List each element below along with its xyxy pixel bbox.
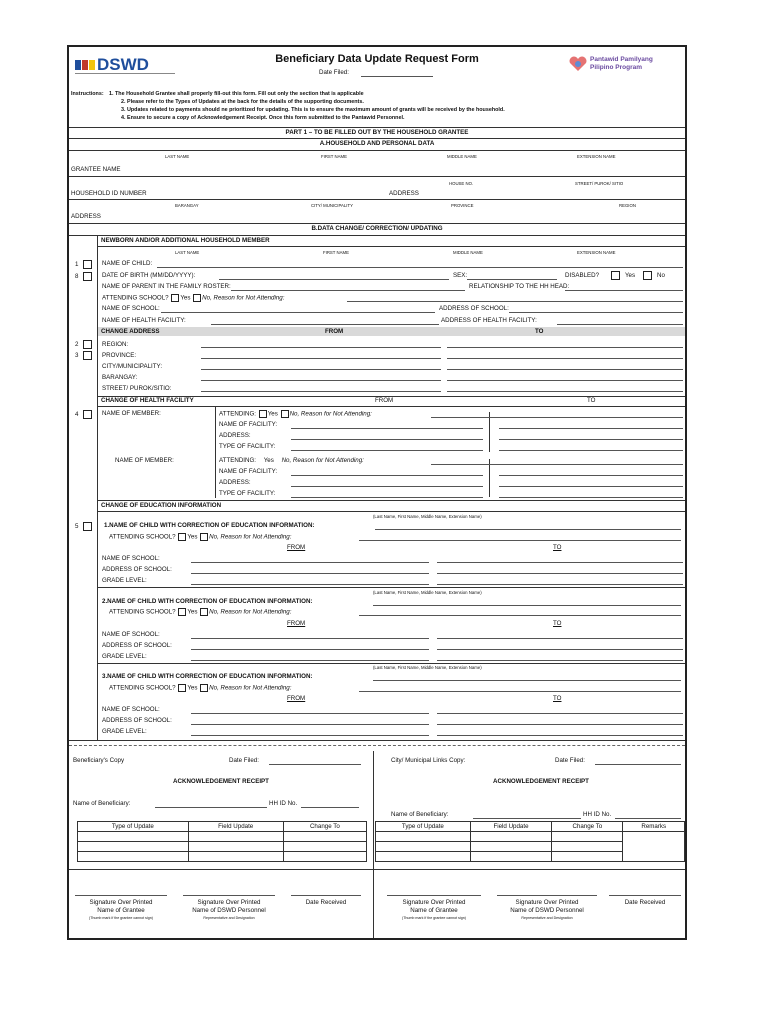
left-beneficiary-label: Name of Beneficiary: <box>73 800 131 807</box>
health-num-4: 4 <box>75 411 79 418</box>
name-of-child-label: NAME OF CHILD: <box>102 260 153 267</box>
left-copy-label: Beneficiary's Copy <box>73 757 125 764</box>
left-sig2c: Representative and Designation <box>203 916 255 920</box>
edu1-grade: GRADE LEVEL: <box>102 577 147 584</box>
dob-label: DATE OF BIRTH (MM/DD/YYYY): <box>102 272 196 279</box>
section-b-title: B.DATA CHANGE/ CORRECTION/ UPDATING <box>311 225 443 232</box>
left-sig2b: Name of DSWD Personnel <box>192 907 266 914</box>
right-col-change: Change To <box>552 822 623 832</box>
education-title: CHANGE OF EDUCATION INFORMATION <box>101 502 222 509</box>
left-cell[interactable] <box>188 842 283 852</box>
right-cell[interactable] <box>623 832 685 862</box>
left-col-type: Type of Update <box>78 822 189 832</box>
col-province: PROVINCE <box>451 203 474 208</box>
nb-school-addr-label: ADDRESS OF SCHOOL: <box>439 305 509 312</box>
health-to: TO <box>587 397 596 404</box>
edu-child-2: 2.NAME OF CHILD WITH CORRECTION OF EDUCATION INFORMATION: <box>102 598 313 605</box>
edu2-attending-text: ATTENDING SCHOOL? <box>109 608 176 616</box>
part1-title: PART 1 – TO BE FILLED OUT BY THE HOUSEHOLD GRANTEE <box>285 129 469 136</box>
dswd-logo-icon <box>75 58 95 72</box>
right-cell[interactable] <box>552 852 623 862</box>
left-cell[interactable] <box>188 832 283 842</box>
beneficiary-form <box>67 45 687 940</box>
left-col-change: Change To <box>283 822 366 832</box>
left-receipt-title: ACKNOWLEDGEMENT RECEIPT <box>173 778 269 785</box>
date-filed-label: Date Filed: <box>319 69 349 76</box>
h2-facility: NAME OF FACILITY: <box>219 468 278 475</box>
edu2-school-addr: ADDRESS OF SCHOOL: <box>102 642 172 649</box>
col-last-name: LAST NAME <box>165 154 190 159</box>
right-copy-label: City/ Municipal Links Copy: <box>391 757 466 764</box>
right-sig1c: (Thumb mark if the grantee cannot sign) <box>402 916 466 920</box>
nb-health-label: NAME OF HEALTH FACILITY: <box>102 317 186 324</box>
ca-city: CITY/MUNICIPALITY: <box>102 363 163 370</box>
h2-attending-text: ATTENDING: <box>219 457 257 464</box>
health-member-1: NAME OF MEMBER: <box>102 410 161 417</box>
left-date-received: Date Received <box>305 899 347 906</box>
relationship-label: RELATIONSHIP TO THE HH HEAD: <box>469 283 570 290</box>
right-sig2c: Representative and Designation <box>521 916 573 920</box>
health-checkbox-4[interactable] <box>83 410 92 419</box>
nb-no-reason: No, Reason for Not Attending: <box>202 294 285 302</box>
edu3-grade: GRADE LEVEL: <box>102 728 147 735</box>
h1-attending-text: ATTENDING: <box>219 410 257 418</box>
edu1-school: NAME OF SCHOOL: <box>102 555 160 562</box>
cut-line <box>69 745 685 746</box>
address-label: ADDRESS <box>71 213 101 220</box>
right-hh-label: HH ID No. <box>583 811 612 818</box>
edu1-yes: Yes <box>187 533 198 541</box>
edu3-school: NAME OF SCHOOL: <box>102 706 160 713</box>
edu1-school-addr: ADDRESS OF SCHOOL: <box>102 566 172 573</box>
edu1-to: TO <box>553 544 562 551</box>
left-cell[interactable] <box>283 842 366 852</box>
parent-label: NAME OF PARENT IN THE FAMILY ROSTER: <box>102 283 231 290</box>
disabled-label: DISABLED? <box>565 272 600 279</box>
instruction-3: 3. Updates related to payments should ne prioritized for updating. This is to ensure the maximum amount of grants will be received by the household. <box>121 107 505 113</box>
nb-checkbox-1[interactable] <box>83 260 92 269</box>
edu3-yes-checkbox[interactable] <box>178 684 186 692</box>
ca-province: PROVINCE: <box>102 352 137 359</box>
edu3-attending-text: ATTENDING SCHOOL? <box>109 684 176 692</box>
right-cell[interactable] <box>376 852 471 862</box>
edu-hint-1: (Last Name, First Name, Middle Name, Extension Name) <box>373 514 482 519</box>
edu2-from: FROM <box>287 620 306 627</box>
right-sig2: Signature Over Printed <box>515 899 579 906</box>
heart-icon <box>569 56 587 72</box>
instruction-4: 4. Ensure to secure a copy of Acknowledgement Receipt. Once this form submitted to the Pantawid Personnel. <box>121 115 405 121</box>
change-address-from: FROM <box>325 328 344 335</box>
h1-no-reason: No, Reason for Not Attending: <box>289 410 372 418</box>
ca-checkbox-2[interactable] <box>83 340 92 349</box>
right-col-remarks: Remarks <box>623 822 685 832</box>
h1-address: ADDRESS: <box>219 432 251 439</box>
health-attending-1 <box>219 410 372 418</box>
right-update-table <box>375 821 685 862</box>
edu1-attending <box>109 533 291 541</box>
hh-id-label: HOUSEHOLD ID NUMBER <box>71 190 147 197</box>
nb-col-middle: MIDDLE NAME <box>453 250 483 255</box>
right-sig2b: Name of DSWD Personnel <box>510 907 584 914</box>
program-line-1: Pantawid Pamilyang <box>590 56 653 63</box>
col-middle-name: MIDDLE NAME <box>447 154 477 159</box>
h1-no-checkbox[interactable] <box>281 410 289 418</box>
col-region: REGION <box>619 203 636 208</box>
nb-health-addr-label: ADDRESS OF HEALTH FACILITY: <box>441 317 537 324</box>
right-cell[interactable] <box>470 832 551 842</box>
ca-checkbox-3[interactable] <box>83 351 92 360</box>
edu-num-5: 5 <box>75 523 79 530</box>
left-cell[interactable] <box>283 852 366 862</box>
nb-attending-no-checkbox[interactable] <box>193 294 201 302</box>
left-sig1c: (Thumb mark if the grantee cannot sign) <box>89 916 153 920</box>
edu-child-1: 1.NAME OF CHILD WITH CORRECTION OF EDUCATION INFORMATION: <box>104 522 315 529</box>
sex-label: SEX: <box>453 272 468 279</box>
nb-attending-yes-checkbox[interactable] <box>171 294 179 302</box>
nb-attending-text: ATTENDING SCHOOL? <box>102 294 169 302</box>
left-sig1: Signature Over Printed <box>89 899 153 906</box>
disabled-yes-label: Yes <box>625 272 636 279</box>
health-attending-2 <box>219 457 364 464</box>
edu-hint-3: (Last Name, First Name, Middle Name, Extension Name) <box>373 665 482 670</box>
right-cell[interactable] <box>552 832 623 842</box>
newborn-title: NEWBORN AND/OR ADDITIONAL HOUSEHOLD MEMBER <box>101 237 270 244</box>
pantawid-logo <box>569 54 685 76</box>
edu-hint-2: (Last Name, First Name, Middle Name, Extension Name) <box>373 590 482 595</box>
grantee-name-label: GRANTEE NAME <box>71 166 121 173</box>
health-from: FROM <box>375 397 394 404</box>
disabled-no-checkbox[interactable] <box>643 271 652 280</box>
h1-yes-checkbox[interactable] <box>259 410 267 418</box>
ca-num-3: 3 <box>75 352 79 359</box>
col-extension-name: EXTENSION NAME <box>577 154 616 159</box>
right-date-received: Date Received <box>624 899 666 906</box>
h1-facility: NAME OF FACILITY: <box>219 421 278 428</box>
dswd-logo <box>75 55 175 77</box>
left-cell[interactable] <box>188 852 283 862</box>
left-sig1b: Name of Grantee <box>97 907 145 914</box>
right-cell[interactable] <box>470 852 551 862</box>
edu3-school-addr: ADDRESS OF SCHOOL: <box>102 717 172 724</box>
edu2-no-checkbox[interactable] <box>200 608 208 616</box>
edu1-no-checkbox[interactable] <box>200 533 208 541</box>
right-date-filed: Date Filed: <box>555 757 585 764</box>
edu1-yes-checkbox[interactable] <box>178 533 186 541</box>
left-cell[interactable] <box>283 832 366 842</box>
col-first-name: FIRST NAME <box>321 154 347 159</box>
h2-no-reason: No, Reason for Not Attending: <box>281 457 364 464</box>
address-word: ADDRESS <box>389 190 419 197</box>
change-address-title: CHANGE ADDRESS <box>101 328 160 335</box>
edu3-yes: Yes <box>187 684 198 692</box>
left-update-table <box>77 821 367 862</box>
nb-attending-yes: Yes <box>180 294 191 302</box>
nb-num-1: 1 <box>75 261 79 268</box>
h2-yes: Yes <box>263 457 274 464</box>
instructions-label: Instructions: <box>71 91 104 97</box>
left-sig2: Signature Over Printed <box>197 899 261 906</box>
left-cell[interactable] <box>78 842 189 852</box>
left-cell[interactable] <box>78 832 189 842</box>
col-house-no: HOUSE NO. <box>449 181 474 186</box>
edu2-attending <box>109 608 291 616</box>
right-receipt-title: ACKNOWLEDGEMENT RECEIPT <box>493 778 589 785</box>
edu2-to: TO <box>553 620 562 627</box>
nb-col-first: FIRST NAME <box>323 250 349 255</box>
right-cell[interactable] <box>470 842 551 852</box>
nb-col-last: LAST NAME <box>175 250 200 255</box>
edu2-no-reason: No, Reason for Not Attending: <box>209 608 292 616</box>
h2-type: TYPE OF FACILITY: <box>219 490 276 497</box>
edu3-from: FROM <box>287 695 306 702</box>
col-street: STREET/ PUROK/ SITIO <box>575 181 624 186</box>
edu3-attending <box>109 684 291 692</box>
nb-num-8: 8 <box>75 273 79 280</box>
right-cell[interactable] <box>376 832 471 842</box>
nb-checkbox-8[interactable] <box>83 272 92 281</box>
nb-col-ext: EXTENSION NAME <box>577 250 616 255</box>
right-sig1: Signature Over Printed <box>402 899 466 906</box>
ca-num-2: 2 <box>75 341 79 348</box>
form-title: Beneficiary Data Update Request Form <box>275 53 479 65</box>
ca-barangay: BARANGAY: <box>102 374 138 381</box>
right-col-type: Type of Update <box>376 822 471 832</box>
edu-child-3: 3.NAME OF CHILD WITH CORRECTION OF EDUCATION INFORMATION: <box>102 673 313 680</box>
health-member-2: NAME OF MEMBER: <box>115 457 174 464</box>
disabled-yes-checkbox[interactable] <box>611 271 620 280</box>
edu2-grade: GRADE LEVEL: <box>102 653 147 660</box>
logo-text: DSWD <box>97 55 149 74</box>
edu3-no-checkbox[interactable] <box>200 684 208 692</box>
right-col-field: Field Update <box>470 822 551 832</box>
right-cell[interactable] <box>376 842 471 852</box>
left-date-filed: Date Filed: <box>229 757 259 764</box>
change-address-to: TO <box>535 328 544 335</box>
h2-address: ADDRESS: <box>219 479 251 486</box>
program-line-2: Pilipino Program <box>590 64 643 71</box>
h1-type: TYPE OF FACILITY: <box>219 443 276 450</box>
section-a-title: A.HOUSEHOLD AND PERSONAL DATA <box>319 140 435 147</box>
health-title: CHANGE OF HEALTH FACILITY <box>101 397 194 404</box>
nb-school-label: NAME OF SCHOOL: <box>102 305 160 312</box>
edu3-to: TO <box>553 695 562 702</box>
right-cell[interactable] <box>552 842 623 852</box>
edu1-attending-text: ATTENDING SCHOOL? <box>109 533 176 541</box>
col-city: CITY/ MUNICIPALITY <box>311 203 353 208</box>
edu1-no-reason: No, Reason for Not Attending: <box>209 533 292 541</box>
edu-checkbox-5[interactable] <box>83 522 92 531</box>
ca-region: REGION: <box>102 341 129 348</box>
left-cell[interactable] <box>78 852 189 862</box>
instruction-2: 2. Please refer to the Types of Updates at the back for the details of the supporting documents. <box>121 99 364 105</box>
edu2-yes: Yes <box>187 608 198 616</box>
disabled-no-label: No <box>657 272 665 279</box>
right-sig1b: Name of Grantee <box>410 907 458 914</box>
edu1-from: FROM <box>287 544 306 551</box>
edu3-no-reason: No, Reason for Not Attending: <box>209 684 292 692</box>
right-beneficiary-label: Name of Beneficiary: <box>391 811 449 818</box>
instruction-1: 1. The Household Grantee shall properly fill-out this form. Fill out only the section that is applicable <box>109 91 364 97</box>
h1-yes: Yes <box>267 410 278 418</box>
col-barangay: BARANGAY <box>175 203 199 208</box>
edu2-school: NAME OF SCHOOL: <box>102 631 160 638</box>
ca-street: STREET/ PUROK/SITIO: <box>102 385 172 392</box>
left-col-field: Field Update <box>188 822 283 832</box>
left-hh-label: HH ID No. <box>269 800 298 807</box>
edu2-yes-checkbox[interactable] <box>178 608 186 616</box>
nb-attending-label <box>102 294 284 302</box>
